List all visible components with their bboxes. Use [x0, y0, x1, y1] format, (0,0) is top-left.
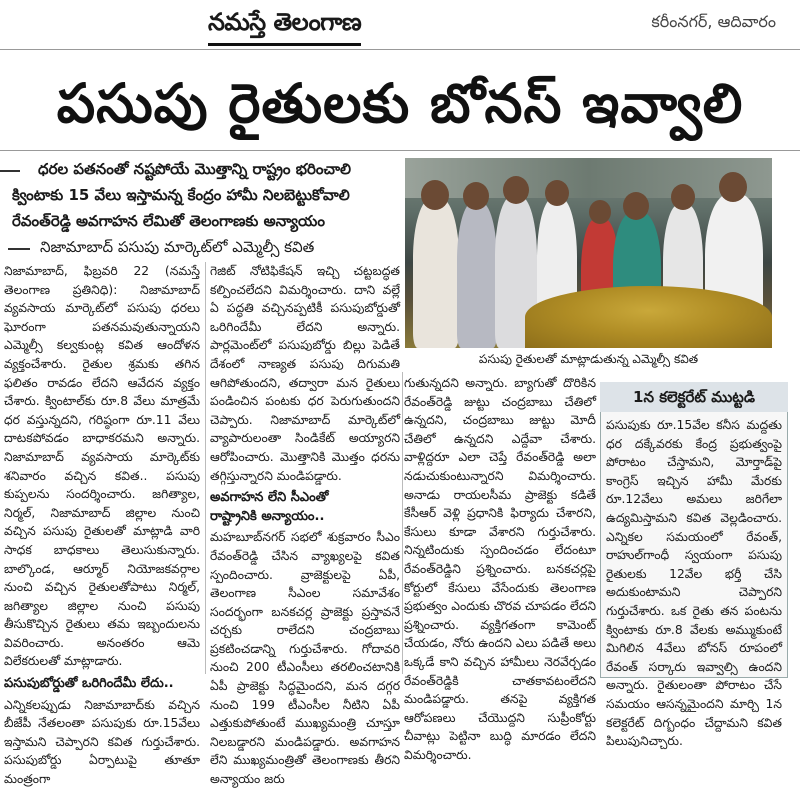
photo-person — [457, 202, 497, 348]
sub-headline-2 — [0, 184, 405, 210]
article-paragraph: పసుపుకు రూ.15వేల కనీస మద్దతు ధర దక్కేవరకు కేంద్ర ప్రభుత్వంపై పోరాటం చేస్తామని, మోర్తాడ్‌పై కాంగ్రెస్ ఇచ్చిన హామీ మేరకు రూ.12వేలు అమలు జరిగేలా ఉద్యమిస్తామని కవిత వెల్లడించారు. ఎన్నికల సమయంలో రేవంత్, రాహుల్‌గాంధీ స్వయంగా పసుపు రైతులకు 12వేల భర్తీ చేసి అదుకుంటామని చెప్పారని గుర్తుచేశారు. ఒక రైతు తన పంటను క్వింటాకు రూ.8 వేలకు అమ్ముకుంటే మిగిలిన 4వేలు బోనస్ రూపంలో రేవంత్ సర్కారు ఇవ్వాల్సి ఉందని అన్నారు. రైతులంతా పోరాటం చేసే సమయం ఆసన్నమైందని మార్చి 1న కలెక్టరేట్ దిగ్బంధం చేద్దామని కవిత పిలుపునిచ్చారు. — [606, 418, 782, 749]
photo-person — [413, 198, 459, 348]
photo-background — [405, 158, 772, 198]
masthead-underline — [208, 43, 361, 46]
photo-head — [671, 184, 695, 210]
photo-head — [623, 192, 649, 220]
newspaper-name — [208, 8, 361, 42]
sub-headline-text: రేవంత్‌రెడ్డి అవగాహన లేమితో తెలంగాణకు అన్యాయం — [12, 212, 325, 230]
turmeric-pile — [525, 286, 772, 348]
photo-head — [503, 176, 529, 204]
article-paragraph: ఎన్నికలప్పుడు నిజామాబాద్‌కు వచ్చిన బీజేపీ నేతలంతా పసుపుకు రూ.15వేలు ఇస్తామని చెప్పారని కవిత గుర్తుచేశారు. పసుపుబోర్డు ఏర్పాటుపై తూతూ మంత్రంగా — [4, 697, 200, 787]
article-column-1 — [4, 262, 200, 787]
photo-head — [719, 172, 747, 202]
article-column-2 — [210, 262, 400, 787]
photo-head — [463, 182, 489, 210]
column-divider — [402, 372, 403, 674]
article-subheading: అవగాహన లేని సీఎంతో రాష్ట్రానికి అన్యాయం.. — [210, 490, 329, 524]
photo-head — [421, 180, 449, 210]
photo-caption: పసుపు రైతులతో మాట్లాడుతున్న ఎమ్మెల్సీ కవిత — [478, 352, 699, 366]
sidebar-box-body — [606, 416, 782, 749]
dateline: కరీంనగర్, ఆదివారం — [651, 12, 776, 31]
masthead — [0, 0, 800, 50]
article-column-3 — [404, 374, 597, 762]
newspaper-name-text: నమస్తే తెలంగాణ — [208, 8, 362, 36]
article-paragraph: నిజామాబాద్, ఫిబ్రవరి 22 (నమస్తే తెలంగాణ ప్రతినిధి): నిజామాబాద్ వ్యవసాయ మార్కెట్‌లో పసుపు ధరలు ఘోరంగా పతనమవుతున్నాయని ఎమ్మెల్సీ కల్వకుంట్ల కవిత ఆందోళన వ్యక్తంచేశారు. రైతుల శ్రమకు తగిన ఫలితం రావడం లేదని ఆవేదన వ్యక్తం చేశారు. క్వింటాల్‌కు రూ.8 వేలు మాత్రమే ధర వస్తున్నదని, గరిష్ఠంగా రూ.11 వేలు దాటకపోవడం బాధాకరమని అన్నారు. నిజామాబాద్ వ్యవసాయ మార్కెట్‌కు శనివారం వచ్చిన కవిత.. పసుపు కుప్పలను సందర్శించారు. జగిత్యాల, నిర్మల్, నిజామాబాద్ జిల్లాల నుంచి వచ్చిన పసుపు రైతులతో మాట్లాడి వారి సాధక బాధకాలు తెలుసుకున్నారు. బాల్కొండ, ఆర్మూర్ నియోజకవర్గాల నుంచి వచ్చిన రైతులతోపాటు నిర్మల్, జగిత్యాల జిల్లాల నుంచి పసుపు తీసుకొచ్చిన రైతులు తమ ఇబ్బందులను వివరించారు. అనంతరం ఆమె విలేకరులతో మాట్లాడారు. — [4, 264, 200, 669]
sub-headline-1 — [0, 158, 405, 184]
article-paragraph: గుతున్నదని అన్నారు. బ్యాగుతో దొరికిన రేవంత్‌రెడ్డి జుట్టు చంద్రబాబు చేతిలో ఉన్నదని, చంద్రబాబు జుట్టు మోదీ చేతిలో ఉన్నదని ఎద్దేవా చేశారు. వాళ్లిద్దరూ ఎలా చెప్తే రేవంత్‌రెడ్డి అలా నడుచుకుంటున్నారని విమర్శించారు. అనాడు రాయలసీమ ప్రాజెక్టు కడితే కేసీఆర్ వెళ్లి ప్రధానికి ఫిర్యాదు చేశారని, కేసులు కూడా వేశారని గుర్తుచేశారు. నిన్నటిందుకు స్పందించడం లేదంటూ రేవంత్‌రెడ్డిని ప్రశ్నించారు. బనకచర్లపై కోర్టులో కేసులు వేసేందుకు తెలంగాణ ప్రభుత్వం ఎందుకు చొరవ చూపడం లేదని ప్రశ్నించారు. వ్యక్తిగతంగా కామెంట్ చేయడం, నోరు ఉందని ఎలు పడితే అలు ఒక్కడే కాని వచ్చిన హామీలు నెరవేర్చడం రేవంత్‌రెడ్డికి చాతకావటంలేదని మండిపడ్డారు. తనపై వ్యక్తిగత ఆరోపణలు చేయొద్దని సుప్రీంకోర్టు చీవాట్లు పెట్టినా బుద్ధి మారడం లేదని విమర్శించారు. — [404, 376, 597, 762]
photo-head — [545, 180, 569, 206]
deck-rule — [0, 170, 20, 172]
photo-head — [589, 200, 611, 224]
column-divider — [205, 262, 206, 674]
headline: పసుపు రైతులకు బోనస్ ఇవ్వాలి — [56, 72, 744, 135]
sub-headline-text: క్వింటాకు 15 వేలు ఇస్తామన్న కేంద్రం హామీ నిలబెట్టుకోవాలి — [12, 186, 350, 204]
sub-headlines — [0, 158, 405, 260]
news-photo — [405, 158, 772, 348]
sub-headline-text: నిజామాబాద్ పసుపు మార్కెట్‌లో ఎమ్మెల్సీ కవిత — [40, 238, 315, 256]
article-subheading: పసుపుబోర్డుతో ఒరిగిందేమీ లేదు.. — [4, 676, 174, 692]
sub-headline-4 — [0, 236, 405, 262]
headline-rule — [0, 150, 800, 151]
article-paragraph: గెజిట్ నోటిఫికేషన్ ఇచ్చి చట్టబద్ధత కల్పించలేదని విమర్శించారు. దాని వల్లే ఏ పద్ధతి వచ్చినప్పటికీ పసుపుబోర్డుతో ఒరిగిందేమీ లేదని అన్నారు. పార్లమెంట్‌లో పసుపుబోర్డు బిల్లు పెడితే దేశంలో నాణ్యత పసుపు దిగుమతి ఆగిపోతుందని, తద్వారా మన రైతులు పండించిన పంటకు ధర పెరుగుతుందని చెప్పారు. నిజామాబాద్ మార్కెట్‌లో వ్యాపారులంతా సిండికేట్ అయ్యారని ఆరోపించారు. మొత్తానికి మొత్తం ధరను తగ్గిస్తున్నారని మండిపడ్డారు. — [210, 264, 400, 483]
deck-rule — [8, 248, 30, 250]
sub-headline-3 — [0, 210, 405, 236]
article-paragraph: మహబూబ్‌నగర్ సభలో శుక్రవారం సీఎం రేవంత్‌రెడ్డి చేసిన వ్యాఖ్యలపై కవిత స్పందించారు. వ్రాజెక్టులపై ఏపీ, తెలంగాణ సీఎంల సమావేశం సందర్భంగా బనకచర్ల ప్రాజెక్టు ప్రస్తావనే చర్చకు రాలేదని చంద్రబాబు ప్రకటించడాన్ని గుర్తుచేశారు. గోదావరి నుంచి 200 టీఎంసీలు తరలించటానికి ఏపీ ప్రాజెక్టు సిద్ధమైందని, మన దగ్గర నుంచి 199 టీఎంసీల నీటిని ఏపీ ఎత్తుకుపోతుంటే ముఖ్యమంత్రి చూస్తూ నిలబడ్డారని మండిపడ్డారు. అవగాహన లేని ముఖ్యమంత్రితో తెలంగాణకు తీరని అన్యాయం జరు — [210, 530, 400, 787]
sub-headline-text: ధరల పతనంతో నష్టపోయే మొత్తాన్ని రాష్ట్రం భరించాలి — [38, 160, 352, 178]
sidebar-box-title: 1న కలెక్టరేట్ ముట్టడి — [600, 382, 788, 412]
